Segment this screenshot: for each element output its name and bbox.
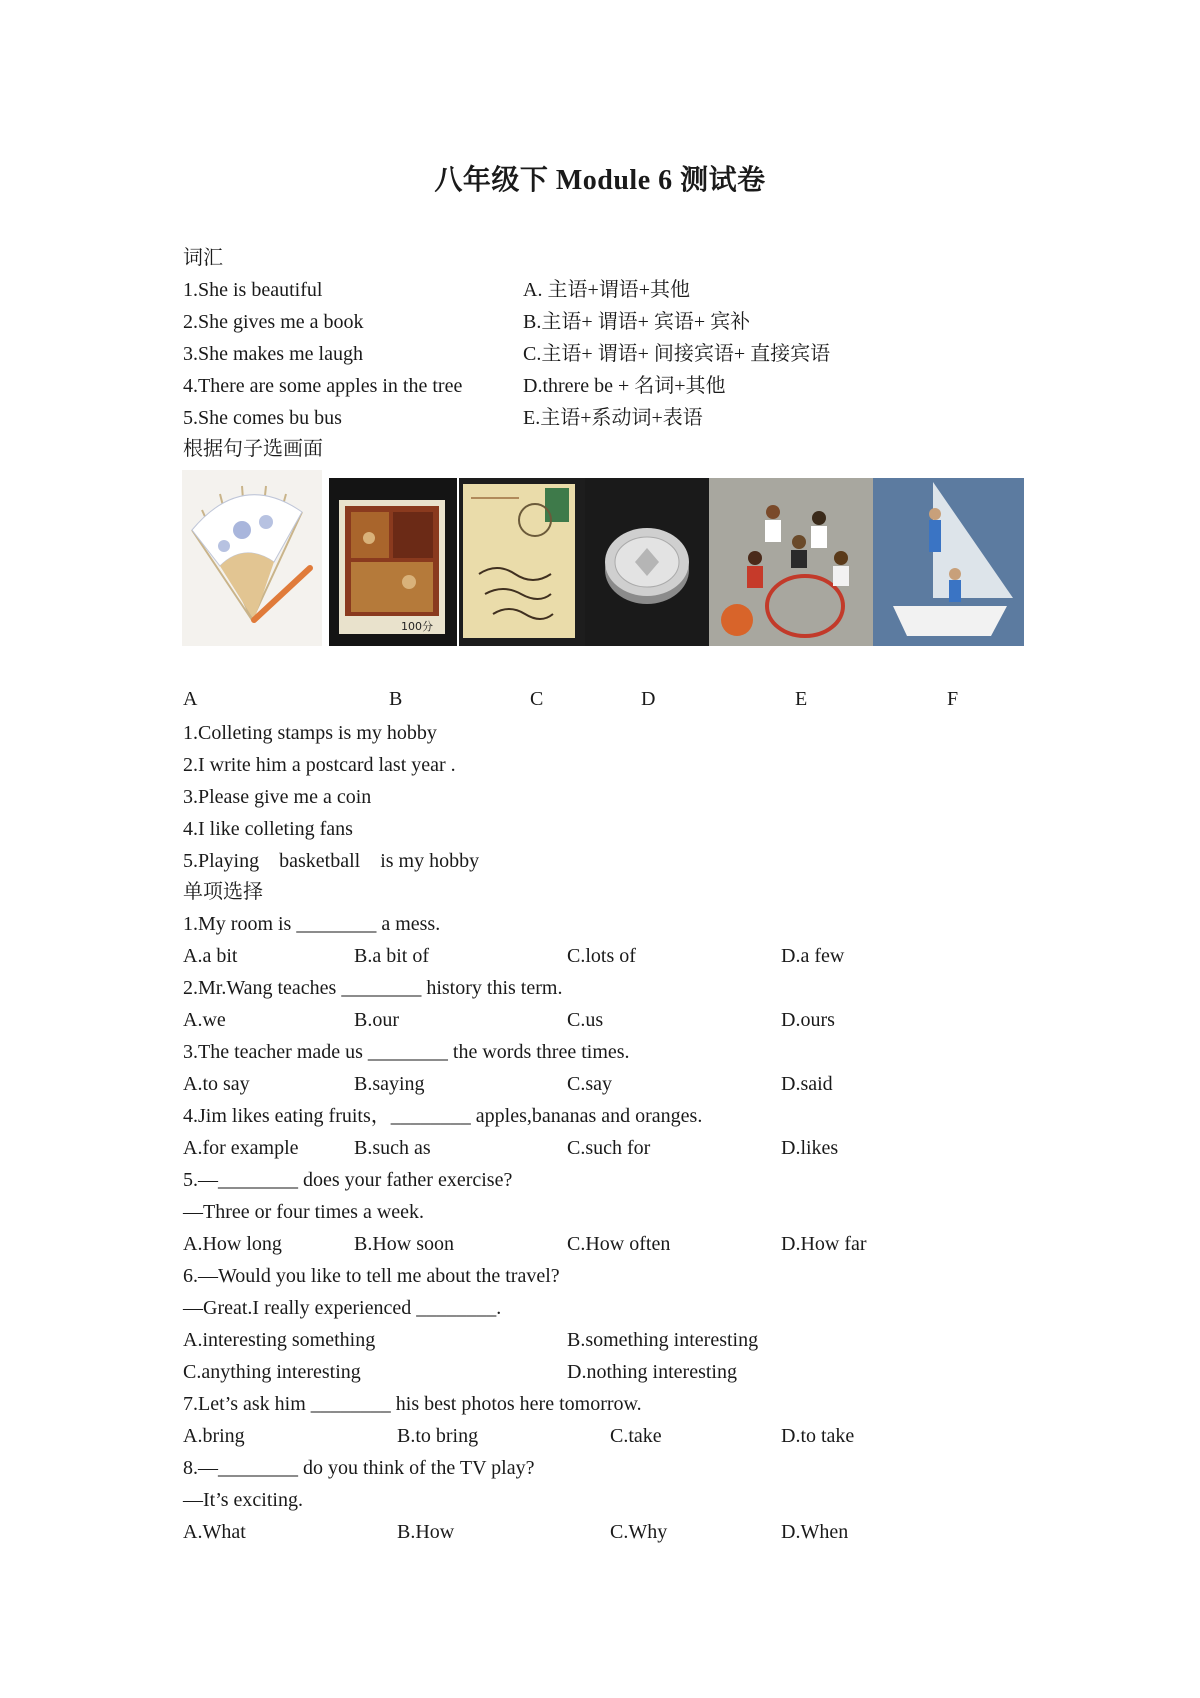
coin-photo	[585, 478, 709, 646]
option-d: D.ours	[781, 1009, 835, 1031]
option-b: B.something interesting	[567, 1329, 759, 1351]
option-a: A.What	[183, 1521, 246, 1543]
option-c: C.lots of	[567, 945, 636, 967]
vocab-sentence: 3.She makes me laugh	[183, 343, 363, 365]
option-b: B.a bit of	[354, 945, 429, 967]
picture-sentence: 3.Please give me a coin	[183, 786, 372, 808]
question-stem: 4.Jim likes eating fruits，________ apples,bananas and oranges.	[183, 1105, 703, 1127]
question-stem: 1.My room is ________ a mess.	[183, 913, 441, 935]
option-c: C.Why	[610, 1521, 668, 1543]
basketball-photo	[709, 478, 873, 646]
photo-strip	[182, 470, 1024, 646]
option-d: D.said	[781, 1073, 833, 1095]
option-b: B.How	[397, 1521, 455, 1543]
question-stem: 7.Let’s ask him ________ his best photos here tomorrow.	[183, 1393, 642, 1415]
question-stem: 5.—________ does your father exercise?	[183, 1169, 513, 1191]
page-title: 八年级下 Module 6 测试卷	[434, 165, 766, 196]
option-a: A.interesting something	[183, 1329, 376, 1351]
option-d: D.How far	[781, 1233, 867, 1255]
picture-sentence: 5.Playing basketball is my hobby	[183, 850, 480, 872]
vocab-pattern: C.主语+ 谓语+ 间接宾语+ 直接宾语	[523, 343, 831, 365]
question-stem: 8.—________ do you think of the TV play?	[183, 1457, 535, 1479]
option-c: C.take	[610, 1425, 662, 1447]
vocab-pattern: B.主语+ 谓语+ 宾语+ 宾补	[523, 311, 751, 333]
picture-sentence: 2.I write him a postcard last year .	[183, 754, 456, 776]
vocab-sentence: 1.She is beautiful	[183, 279, 323, 301]
photo-letter: D	[641, 688, 656, 710]
choice-heading: 单项选择	[183, 881, 263, 903]
vocab-sentence: 5.She comes bu bus	[183, 407, 342, 429]
vocab-pattern: D.threre be + 名词+其他	[523, 375, 726, 397]
option-a: A.we	[183, 1009, 226, 1031]
option-c: C.say	[567, 1073, 612, 1095]
option-b: B.such as	[354, 1137, 431, 1159]
option-d: D.nothing interesting	[567, 1361, 737, 1383]
stamp-photo	[329, 478, 457, 646]
vocab-pattern: E.主语+系动词+表语	[523, 407, 703, 429]
option-a: A.for example	[183, 1137, 299, 1159]
vocab-sentence: 2.She gives me a book	[183, 311, 364, 333]
picture-sentence: 1.Colleting stamps is my hobby	[183, 722, 437, 744]
option-b: B.to bring	[397, 1425, 479, 1447]
option-c: C.anything interesting	[183, 1361, 361, 1383]
option-c: C.us	[567, 1009, 604, 1031]
photo-letter: B	[389, 688, 403, 710]
option-d: D.When	[781, 1521, 849, 1543]
photo-letter: A	[183, 688, 198, 710]
option-c: C.such for	[567, 1137, 651, 1159]
vocab-pattern: A. 主语+谓语+其他	[523, 279, 691, 301]
option-a: A.bring	[183, 1425, 245, 1447]
option-a: A.How long	[183, 1233, 282, 1255]
vocab-heading: 词汇	[183, 247, 223, 269]
photo-letter: F	[947, 688, 959, 710]
option-b: B.How soon	[354, 1233, 455, 1255]
photo-letter: C	[530, 688, 544, 710]
photo-letter: E	[795, 688, 808, 710]
question-answer-line: —Great.I really experienced ________.	[183, 1297, 502, 1319]
option-d: D.to take	[781, 1425, 855, 1447]
question-answer-line: —Three or four times a week.	[183, 1201, 425, 1223]
picture-sentence: 4.I like colleting fans	[183, 818, 353, 840]
option-d: D.likes	[781, 1137, 839, 1159]
option-b: B.our	[354, 1009, 399, 1031]
sailboat-photo	[873, 478, 1024, 646]
question-stem: 2.Mr.Wang teaches ________ history this term.	[183, 977, 563, 999]
option-a: A.to say	[183, 1073, 250, 1095]
question-answer-line: —It’s exciting.	[183, 1489, 303, 1511]
postcard-photo	[459, 478, 585, 646]
option-d: D.a few	[781, 945, 845, 967]
question-stem: 3.The teacher made us ________ the words three times.	[183, 1041, 630, 1063]
vocab-sentence: 4.There are some apples in the tree	[183, 375, 463, 397]
option-a: A.a bit	[183, 945, 238, 967]
stamp-value-label: 100分	[401, 620, 433, 633]
option-b: B.saying	[354, 1073, 425, 1095]
fan-photo	[182, 470, 322, 646]
pictures-heading: 根据句子选画面	[183, 438, 323, 460]
question-stem: 6.—Would you like to tell me about the travel?	[183, 1265, 560, 1287]
option-c: C.How often	[567, 1233, 671, 1255]
